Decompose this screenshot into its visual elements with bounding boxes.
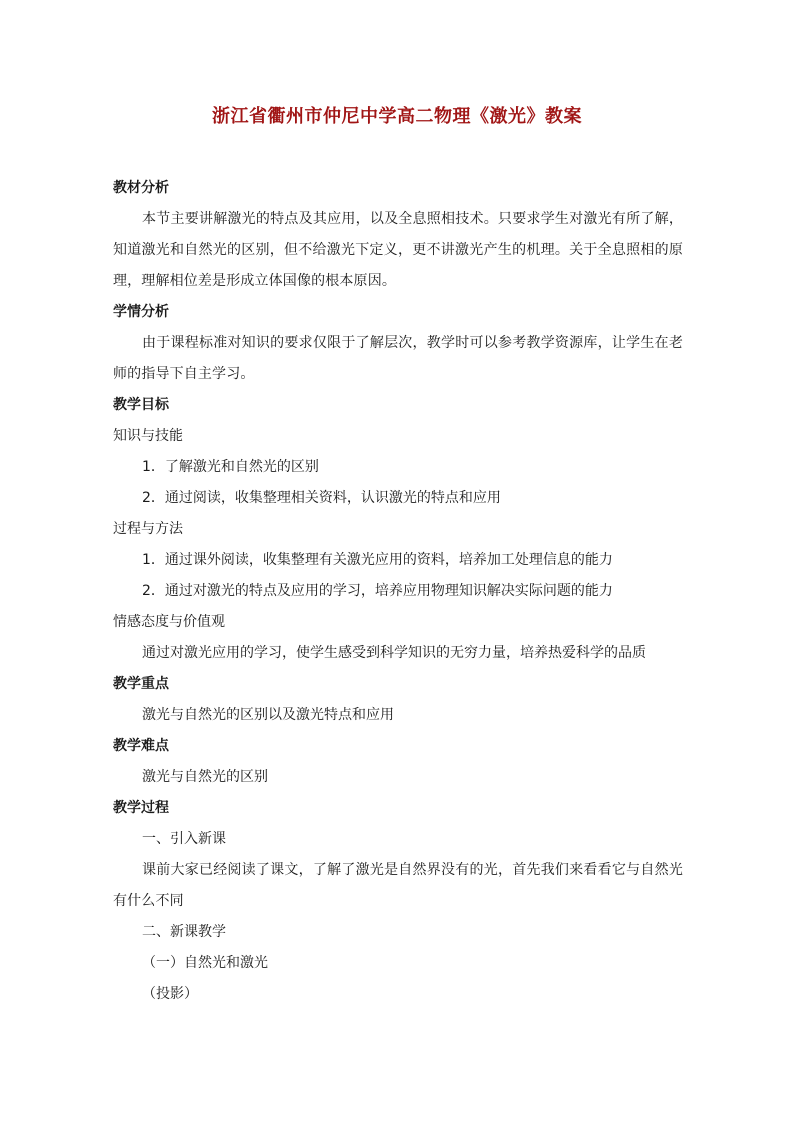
paragraph-intro: 课前大家已经阅读了课文，了解了激光是自然界没有的光，首先我们来看看它与自然光有什么不同	[113, 862, 683, 909]
heading-teaching-goals: 教学目标	[113, 397, 169, 413]
process-step-new-lesson: 二、新课教学	[142, 924, 226, 940]
teaching-difficulty-text: 激光与自然光的区别	[142, 769, 268, 785]
process-step-intro: 一、引入新课	[142, 831, 226, 847]
paragraph-student-analysis: 由于课程标准对知识的要求仅限于了解层次，教学时可以参考教学资源库，让学生在老师的指导下自主学习。	[113, 335, 683, 382]
paragraph-material-analysis: 本节主要讲解激光的特点及其应用，以及全息照相技术。只要求学生对激光有所了解，知道激光和自然光的区别，但不给激光下定义，更不讲激光产生的机理。关于全息照相的原理，理解相位差是形成立体国像的根本原因。	[113, 211, 683, 289]
process-note: （投影）	[142, 986, 198, 1002]
goal-item: 2．通过对激光的特点及应用的学习，培养应用物理知识解决实际问题的能力	[142, 583, 613, 599]
subheading-attitude-values: 情感态度与价值观	[113, 614, 225, 630]
subheading-knowledge-skills: 知识与技能	[113, 428, 183, 444]
teaching-key-text: 激光与自然光的区别以及激光特点和应用	[142, 707, 394, 723]
heading-teaching-difficulty: 教学难点	[113, 738, 169, 754]
heading-teaching-key: 教学重点	[113, 676, 169, 692]
goal-item: 2．通过阅读，收集整理相关资料，认识激光的特点和应用	[142, 490, 501, 506]
goal-attitude-text: 通过对激光应用的学习，使学生感受到科学知识的无穷力量，培养热爱科学的品质	[142, 645, 646, 661]
heading-material-analysis: 教材分析	[113, 180, 169, 196]
document-body	[113, 173, 683, 1010]
document-title: 浙江省衢州市仲尼中学高二物理《激光》教案	[212, 106, 582, 127]
goal-item: 1．通过课外阅读，收集整理有关激光应用的资料，培养加工处理信息的能力	[142, 552, 613, 568]
heading-student-analysis: 学情分析	[113, 304, 169, 320]
heading-teaching-process: 教学过程	[113, 800, 169, 816]
goal-item: 1．了解激光和自然光的区别	[142, 459, 319, 475]
process-substep: （一）自然光和激光	[142, 955, 268, 971]
subheading-process-method: 过程与方法	[113, 521, 183, 537]
